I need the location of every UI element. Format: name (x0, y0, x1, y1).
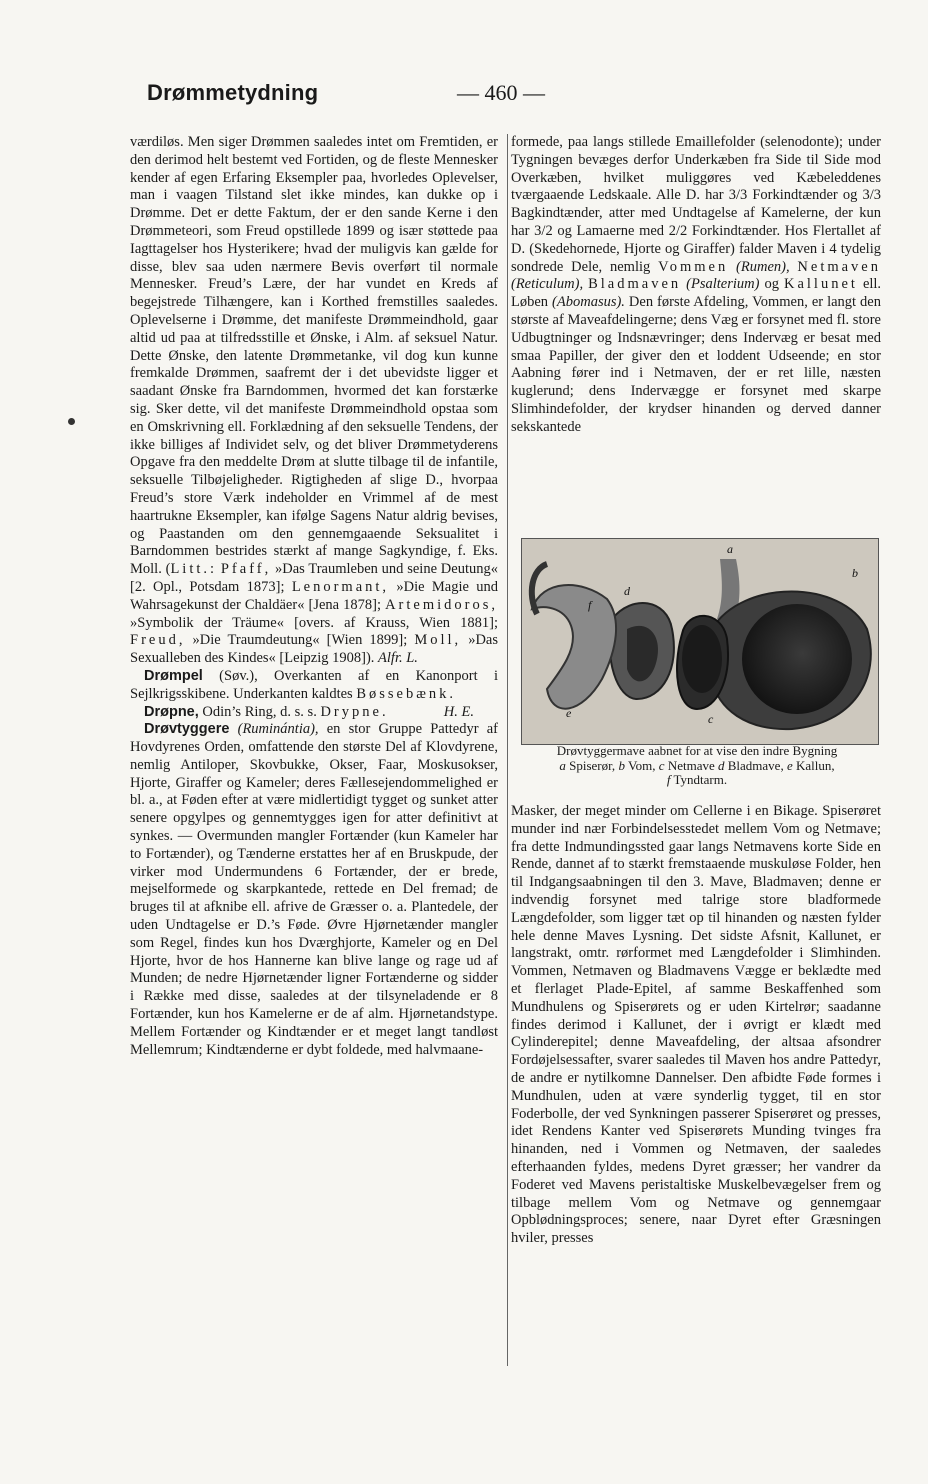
stomach-drawing (522, 539, 878, 744)
caption-title: Drøvtyggermave aabnet for at vise den indre Bygning (556, 743, 838, 758)
legend-text: Bladmave, (727, 757, 784, 773)
spaced-term: Kallunet (783, 276, 858, 293)
paragraph-teeth-stomach (511, 134, 881, 437)
caption-legend-2 (511, 773, 883, 788)
right-column-top (511, 134, 881, 437)
spaced-term: Drypne. (320, 703, 389, 720)
text-run: Masker, der meget minder om Cellerne i en Bikage. Spiserøret munder ind nær Forbindelsesstedet mellem Vom og Netmave; fra dette Indmundingssted gaar langs Netmavens korte Side en Rende, dannet af to stærkt fremstaaende muskuløse Folder, hen til Indgangsaabningen til den 3. Mave, Bladmaven; denne er indvendig forsynet med talrige store bladformede Længdefolder, som ligger tæt op til hinanden og næsten fylder hele denne Maves Lysning. Det sidste Afsnit, Kallunet, er langstrakt, omtr. rørformet med Længdefolder i Slimhinden. Vommen, Netmaven og Bladmavens Vægge er beklædte med et flerlaget Plade-Epitel, af samme Beskaffenhed som Mundhulens og Spiserørets og er uden Kirtelrør; saadanne findes derimod i Kallunet, der i øvrigt er klædt med Cylinderepitel; denne Maveafdeling, der altsaa afsondrer Fordøjelsessafter, svarer saaledes til Maven hos andre Pattedyr, de andre er nytilkomne Dannelser. Den afbidte Føde formes i Mundhulen, uden at være synderlig tygget, til en stor Foderbolle, der ved Synkningen passerer Spiserøret og presses, idet Rendens Kanter ved Spiserørets Munding tvinges fra hinanden, ned i Vommen og Netmaven, der saaledes efterhaanden fyldes, medens Dyret græsser; her vandrer da Foderet ved Mavens peristaltiske Muskelbevægelser frem og tilbage mellem Vom og Netmave og gennemgaar Opblødningsproces; senere, naar Dyret efter Græsningen hviler, presses (511, 803, 881, 1247)
text-run: værdiløs. Men siger Drømmen saaledes intet om Fremtiden, er den derimod helt bestemt ved Fortiden, og de fleste Mennesker kender af egen Erfaring Eksempler paa, hvorledes Oplevelser, man i vaagen Tilstand slet ikke mindes, kan dukke op i Drømme. Det er dette Faktum, der er den sande Kerne i den Drømmeteori, som Freud opstillede 1899 og især støttede paa Iagttagelser hos Hysterikere; hvad der muligvis kan gælde for disse, blev saa uden nærmere Bevis overført til normale Mennesker. Freud’s Lære, der har vundet en Kreds af begejstrede Tilhængere, kan i Korthed fremstilles saaledes. Oplevelserne i Drømme, det manifeste Drømmeindhold, gaar altid ud paa at tilfredsstille et Ønske, i Alm. af seksuel Natur. Dette Ønske, den latente Drømmetanke, vil dog kun kunne fremkalde Drømmen, saafremt der i det ubevidste ligger et saadant Ønske fra Barndommen, hvormed det kan forstærke sig. Sker dette, vil det manifeste Drømmeindhold opstaa som en Omskrivning ell. Forklædning af den seksuelle Tendens, der ikke billiges af Individet selv, og det bliver Drømmetyderens Opgave fra den meddelte Drøm at slutte tilbage til de infantile, seksuelle Tilbøjeligheder. Rigtigheden af slige D., hvorpaa Freud’s store Værk indeholder en Vrimmel af de mest haartrukne Eksempler, kan ifølge Sagens Natur aldrig bevises, og Paastanden om den gennemgaaende Seksualitet i Barndommen bestrides stærkt af mange Sagkyndige, f. Eks. Moll. (130, 134, 498, 578)
legend-letter: c (658, 757, 665, 773)
legend-letter: f (666, 772, 671, 787)
legend-text: Spiserør, (569, 757, 616, 773)
lit-author: Pfaff, (220, 561, 272, 578)
author-signature: H. E. (443, 703, 474, 720)
caption-legend (511, 759, 883, 774)
lit-label: Litt.: (170, 561, 218, 578)
author-signature: Alfr. L. (378, 650, 418, 667)
spaced-term: Bøssebænk. (356, 685, 457, 702)
right-column-bottom (511, 803, 881, 1248)
latin-name: (Rumen), (736, 258, 790, 275)
headword: Drøpne, (144, 703, 199, 720)
reticulum-interior (682, 625, 722, 693)
lit-author: Moll, (414, 632, 462, 649)
fig-label-e: e (566, 706, 572, 720)
margin-dot (68, 418, 75, 425)
latin-name: (Reticulum), (511, 276, 584, 293)
text-run: og (764, 276, 779, 293)
fig-label-d: d (624, 584, 630, 598)
legend-text: Kallun, (795, 757, 835, 773)
legend-letter: e (786, 757, 793, 773)
text-run: Den første Afdeling, Vommen, er langt den største af Maveafdelingerne; dens Væg er forsynet med fl. store Udbugtninger og Indsnævringer; dens Indervæg er besat med smaa Papiller, der giver den et loddent Udseende; en stor Aabning fører ind i Netmaven, der er ret lille, næsten kuglerund; dens Indervægge er forsynet med skarpe Slimhindefolder, der krydser hinanden og derved danner sekskantede (511, 294, 881, 435)
text-run: formede, paa langs stillede Emaillefolder (selenodonte); under Tygningen bevæges derfor Underkæben fra Side til Side mod Overkæben, hvilket muliggøres ved Kæbeleddenes tværgaaende Ledskaale. Alle D. har 3/3 Forkindtænder og 3/3 Bagkindtænder, atter med Undtagelse af Kamelerne, der kun har 3/2 og Lamaerne med 2/2 Forkindtænder. Hos Flertallet af D. (Skedehornede, Hjorte og Giraffer) falder Maven i 4 tydelig sondrede Dele, nemlig (511, 134, 881, 275)
lit-ref: »Die Magie und Wahrsagekunst der Chaldäer« [Jena 1878]; (130, 578, 499, 613)
entry-drovtyggere (130, 721, 498, 1059)
legend-text: Netmave (667, 757, 715, 773)
spaced-term: Vommen (658, 258, 729, 275)
fig-label-b: b (852, 566, 858, 580)
latin-name: (Abomasus). (552, 294, 625, 311)
left-column (130, 134, 498, 1059)
stomach-illustration (521, 538, 879, 745)
text-run: ell. Løben (511, 276, 882, 311)
legend-text: Vom, (627, 757, 656, 773)
fig-label-f: f (588, 598, 592, 612)
lit-ref: »Die Traumdeutung« [Wien 1899]; (192, 632, 408, 649)
text-run: (Søv.), Overkanten af en Kanonport i Sejlkrigsskibene. Underkanten kaldtes (130, 667, 498, 702)
text-run: Odin’s Ring, d. s. s. (202, 703, 317, 720)
text-run: en stor Gruppe Pattedyr af Hovdyrenes Orden, omfattende den største Del af Klovdyrene, nemlig Antiloper, Skovbukke, Okser, Faar, Moskusokser, Hjorte, Giraffer og Kameler; deres Fællesejendommelighed er bl. a., at Føden efter at være midlertidigt tygget og sunket atter senere opgylpes og gennemtygges igen for atter definitivt at synkes. — Overmunden mangler Fortænder (kun Kameler har to Fortænder), og Tænderne erstattes her af en Bruskpude, der virker mod Undermundens 6 Fortænder, der er brede, mejselformede og skarpkantede, rettede en Del fremad; de bruges til at afknibe ell. afrive de Græsser o. a. Plantedele, der uden Undtagelse er D.’s Føde. Øvre Hjørnetænder mangler som Regel, findes kun hos Dværghjorte, Kameler og en Del Hjorte, hvor de hos Hannerne kan blive lange og rage ud af Munden; de nedre Hjørnetænder ligner Fortænderne og sidder i Række med disse, saaledes at der tilsyneladende er 8 Fortænder, kun hos Kamelerne er de af alm. Hjørnetandstype. Mellem Fortænder og Kindtænder er et meget langt tandløst Mellemrum; Kindtænderne er dybt foldede, med halvmaane- (130, 721, 498, 1058)
headword: Drømpel (144, 667, 203, 684)
fig-label-a: a (727, 542, 733, 556)
latin-name: (Ruminántia), (237, 721, 319, 738)
lit-author: Freud, (130, 632, 186, 649)
latin-name: (Psalterium) (686, 276, 760, 293)
legend-letter: b (618, 757, 625, 773)
paragraph-dream-theory: værdiløs. Men siger Drømmen saaledes intet om Fremtiden, er den derimod helt bestemt ved Fortiden, og de fleste Mennesker kender af egen Erfaring Eksempler paa, hvorledes Oplevelser, man i vaagen Tilstand slet ikke mindes, kan dukke op i Drømme. Det er dette Faktum, der er den sande Kerne i den Drømmeteori, som Freud opstillede 1899 og især støttede paa Iagttagelser hos Hysterikere; hvad der muligvis kan gælde for disse, blev saa uden nærmere Bevis overført til normale Mennesker. Freud’s Lære, der har vundet en Kreds af begejstrede Tilhængere, kan i Korthed fremstilles saaledes. Oplevelserne i Drømme, det manifeste Drømmeindhold, gaar altid ud paa at tilfredsstille et Ønske, i Alm. af seksuel Natur. Dette Ønske, den latente Drømmetanke, vil dog kun kunne fremkalde Drømmen, saafremt der i det ubevidste ligger et saadant Ønske fra Barndommen, hvormed det kan forstærke sig. Sker dette, vil det manifeste Drømmeindhold opstaa som en Omskrivning ell. Forklædning af den seksuelle Tendens, der ikke billiges af Individet selv, og det bliver Drømmetyderens Opgave fra den meddelte Drøm at slutte tilbage til de infantile, seksuelle Tilbøjeligheder. Rigtigheden af slige D., hvorpaa Freud’s store Værk indeholder en Vrimmel af de mest haartrukne Eksempler, kan ifølge Sagens Natur aldrig bevises, og Paastanden om den gennemgaaende Seksualitet i Barndommen bestrides stærkt af mange Sagkyndige, f. Eks. Moll. (Litt.: Pfaff, »Das Traumleben und seine Deutung« [2. Opl., Potsdam 1873]; Lenormant, »Die Magie und Wahrsagekunst der Chaldäer« [Jena 1878]; Artemidoros, »Symbolik der Träume« [overs. af Krauss, Wien 1881]; Freud, »Die Traumdeutung« [Wien 1899]; Moll, »Das Sexualleben des Kindes« [Leipzig 1908]). Alfr. L. (130, 134, 499, 667)
figure-caption (511, 744, 883, 788)
legend-text: Tyndtarm. (673, 772, 728, 787)
spaced-term: Netmaven (797, 258, 881, 275)
paragraph-digestion (511, 803, 881, 1248)
lit-ref: »Symbolik der Träume« [overs. af Krauss, Wien 1881]; (130, 614, 498, 631)
legend-letter: a (559, 757, 566, 773)
page-title: Drømmetydning (147, 80, 319, 105)
running-header (147, 78, 882, 118)
lit-ref: »Das Traumleben und seine Deutung« [2. Opl., Potsdam 1873]; (130, 561, 498, 595)
spaced-term: Bladmaven (588, 276, 682, 293)
lit-author: Lenormant, (291, 578, 390, 595)
lit-author: Artemidoros, (385, 596, 498, 613)
rumen-interior (742, 604, 852, 714)
fig-label-c: c (708, 712, 714, 726)
page-number: — 460 — (457, 80, 545, 105)
lit-ref: »Das Sexualleben des Kindes« [Leipzig 1908]). (130, 632, 499, 667)
column-divider (507, 134, 508, 1366)
legend-letter: d (717, 757, 725, 773)
headword: Drøvtyggere (144, 721, 230, 738)
